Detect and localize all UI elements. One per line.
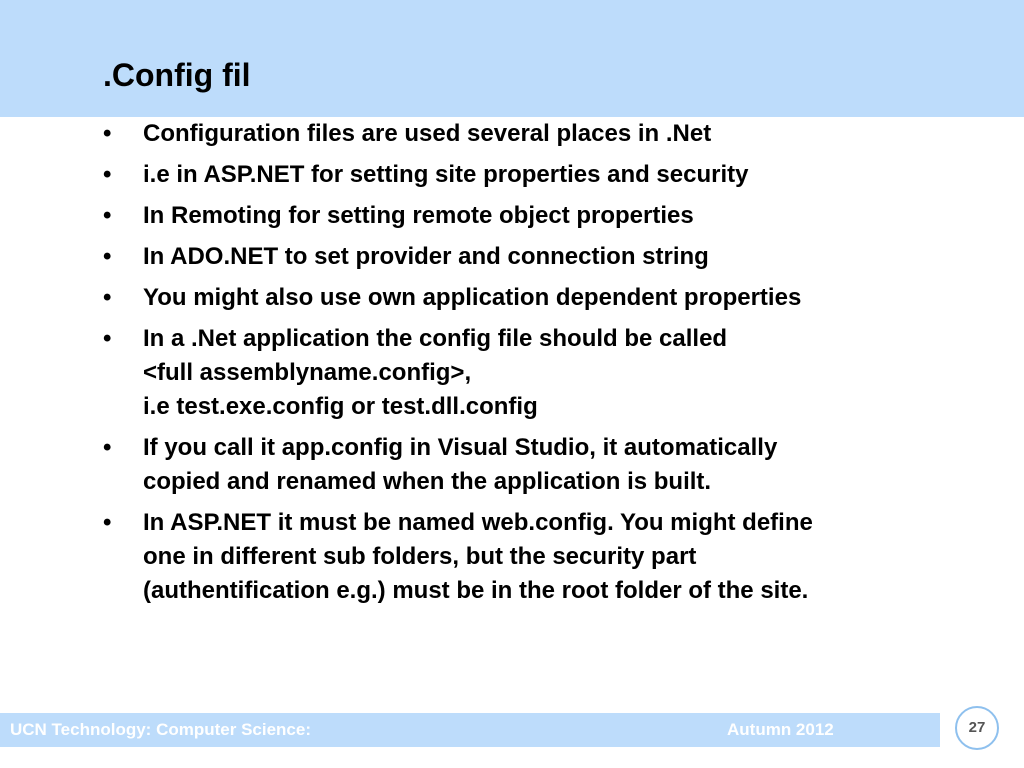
footer-bar bbox=[0, 713, 940, 747]
bullet-marker: • bbox=[103, 325, 112, 352]
slide-title: .Config fil bbox=[103, 57, 251, 93]
footer-course-label: UCN Technology: Computer Science: bbox=[10, 720, 311, 739]
bullet-item bbox=[103, 431, 983, 499]
bullet-marker: • bbox=[103, 243, 112, 270]
bullet-item bbox=[103, 322, 983, 424]
bullet-list bbox=[103, 117, 983, 608]
bullet-text-continuation: i.e test.exe.config or test.dll.config bbox=[143, 393, 538, 420]
bullet-text: In ADO.NET to set provider and connection string bbox=[143, 243, 709, 270]
bullet-marker: • bbox=[103, 161, 112, 188]
bullet-marker: • bbox=[103, 434, 112, 461]
bullet-item bbox=[103, 506, 983, 608]
bullet-item bbox=[103, 240, 983, 274]
bullet-item bbox=[103, 158, 983, 192]
bullet-marker: • bbox=[103, 284, 112, 311]
bullet-text-continuation: copied and renamed when the application is built. bbox=[143, 468, 712, 495]
footer-term-label: Autumn 2012 bbox=[727, 720, 834, 739]
bullet-text-continuation: one in different sub folders, but the security part bbox=[143, 543, 697, 570]
bullet-item bbox=[103, 199, 983, 233]
bullet-text: i.e in ASP.NET for setting site properties and security bbox=[143, 161, 749, 188]
bullet-item bbox=[103, 281, 983, 315]
bullet-text-continuation: <full assemblyname.config>, bbox=[143, 359, 472, 386]
bullet-marker: • bbox=[103, 202, 112, 229]
bullet-marker: • bbox=[103, 120, 112, 147]
page-number-badge: 27 bbox=[955, 706, 999, 750]
bullet-text: If you call it app.config in Visual Studio, it automatically bbox=[143, 434, 778, 461]
bullet-text: In ASP.NET it must be named web.config. You might define bbox=[143, 509, 813, 536]
bullet-text: In Remoting for setting remote object properties bbox=[143, 202, 694, 229]
bullet-text: You might also use own application dependent properties bbox=[143, 284, 802, 311]
bullet-marker: • bbox=[103, 509, 112, 536]
bullet-item bbox=[103, 117, 983, 151]
bullet-text: Configuration files are used several places in .Net bbox=[143, 120, 712, 147]
bullet-text: In a .Net application the config file should be called bbox=[143, 325, 728, 352]
bullet-text-continuation: (authentification e.g.) must be in the root folder of the site. bbox=[143, 577, 809, 604]
